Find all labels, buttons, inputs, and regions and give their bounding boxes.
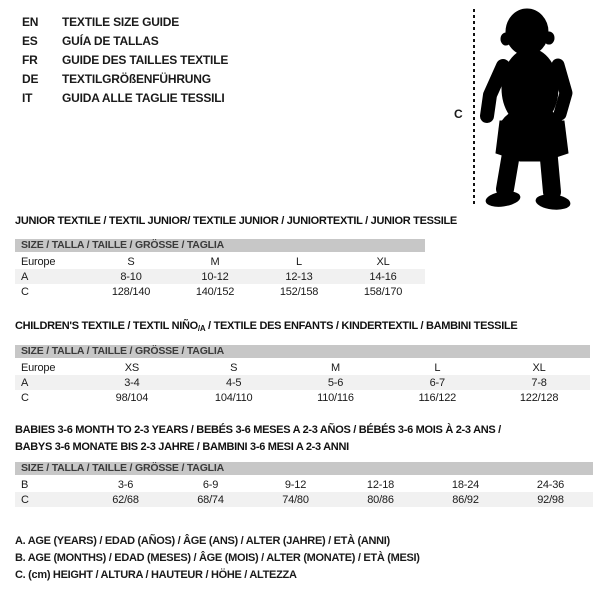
toddler-silhouette-image [440,3,600,215]
junior-size-table [15,239,425,299]
language-code: EN [22,14,39,29]
table-cell: 18-24 [451,478,480,491]
children-row-height [15,390,590,405]
table-cell: 74/80 [282,493,309,506]
row-label: C [21,285,29,298]
legend-line-age-years: A. AGE (YEARS) / EDAD (AÑOS) / ÂGE (ANS) / ALTER (JAHRE) / ETÀ (ANNI) [15,535,390,547]
table-cell: 12-13 [285,270,313,283]
table-cell: 104/110 [214,391,253,404]
children-title-prefix: CHILDREN'S TEXTILE / TEXTIL NIÑO [15,320,198,332]
children-size-bar: SIZE / TALLA / TAILLE / GRÖSSE / TAGLIA [15,345,590,358]
height-measure-label: C [454,107,463,121]
row-label: B [21,478,29,491]
junior-header-row [15,254,425,269]
language-code: ES [22,33,38,48]
table-cell: 24-36 [536,478,565,491]
table-cell: 12-18 [366,478,395,491]
table-cell: 4-5 [226,376,242,389]
language-row [22,69,228,88]
junior-header-size: S [127,255,135,268]
junior-header-size: L [296,255,302,268]
table-cell: 86/92 [452,493,479,506]
table-cell: 110/116 [317,391,354,404]
junior-section-title: JUNIOR TEXTILE / TEXTIL JUNIOR/ TEXTILE JUNIOR / JUNIORTEXTIL / JUNIOR TESSILE [15,215,457,227]
table-cell: 6-9 [202,478,219,491]
table-cell: 80/86 [367,493,394,506]
row-label: C [21,493,29,506]
table-cell: 10-12 [201,270,229,283]
table-cell: 122/128 [519,391,559,404]
children-row-age [15,375,590,390]
children-header-size: L [434,361,441,374]
table-cell: 9-12 [284,478,307,491]
legend-line-age-months: B. AGE (MONTHS) / EDAD (MESES) / ÂGE (MOIS) / ALTER (MONATE) / ETÀ (MESI) [15,552,420,564]
babies-size-bar: SIZE / TALLA / TAILLE / GRÖSSE / TAGLIA [15,462,593,475]
junior-size-bar: SIZE / TALLA / TAILLE / GRÖSSE / TAGLIA [15,239,425,252]
language-row [22,12,228,31]
toddler-silhouette-shape [485,9,570,211]
junior-header-size: XL [376,255,390,268]
children-title-suffix: / TEXTILE DES ENFANTS / KINDERTEXTIL / BAMBINI TESSILE [205,320,518,332]
language-code: DE [22,71,39,86]
table-cell: 116/122 [418,391,457,404]
babies-size-table [15,462,593,507]
row-label: A [21,376,29,389]
babies-title-line-1: BABIES 3-6 MONTH TO 2-3 YEARS / BEBÉS 3-6 MESES A 2-3 AÑOS / BÉBÉS 3-6 MOIS À 2-3 ANS / [15,424,501,436]
language-title: TEXTILE SIZE GUIDE [62,14,180,29]
language-row [22,50,228,69]
table-cell: 152/158 [279,285,319,298]
table-cell: 7-8 [531,376,547,389]
table-cell: 3-6 [117,478,134,491]
junior-row-age [15,269,425,284]
children-title-sub: /A [197,324,206,333]
babies-row-height [15,492,593,507]
table-cell: 92/98 [537,493,564,506]
legend-block [15,533,420,584]
language-row [22,31,228,50]
table-cell: 68/74 [197,493,224,506]
table-cell: 14-16 [369,270,397,283]
table-cell: 8-10 [120,270,142,283]
children-header-europe: Europe [21,361,56,374]
language-code: FR [22,52,38,67]
table-cell: 98/104 [115,391,149,404]
language-title: GUÍA DE TALLAS [62,33,159,48]
table-cell: 158/170 [363,285,403,298]
table-cell: 6-7 [429,376,445,389]
language-title-block [22,12,228,107]
language-title: GUIDE DES TAILLES TEXTILE [62,52,229,67]
table-cell: 3-4 [124,376,140,389]
legend-line-height: C. (cm) HEIGHT / ALTURA / HAUTEUR / HÖHE / ALTEZZA [15,569,297,581]
table-cell: 5-6 [327,376,344,389]
table-cell: 128/140 [111,285,151,298]
language-row [22,88,228,107]
children-section-title [15,320,517,333]
babies-title-line-2: BABYS 3-6 MONATE BIS 2-3 JAHRE / BAMBINI 3-6 MESI A 2-3 ANNI [15,441,349,453]
children-header-size: M [331,361,340,374]
row-label: C [21,391,29,404]
children-size-table [15,345,590,405]
junior-header-europe: Europe [21,255,56,268]
table-cell: 140/152 [195,285,235,298]
babies-section-title [15,422,501,456]
junior-row-height [15,284,425,299]
children-header-row [15,360,590,375]
babies-row-age [15,477,593,492]
language-title: TEXTILGRÖßENFÜHRUNG [62,71,211,86]
children-header-size: S [230,361,238,374]
language-title: GUIDA ALLE TAGLIE TESSILI [62,90,225,105]
junior-header-size: M [210,255,220,268]
row-label: A [21,270,29,283]
table-cell: 62/68 [112,493,139,506]
children-header-size: XS [124,361,140,374]
children-header-size: XL [532,361,546,374]
language-code: IT [22,90,33,105]
